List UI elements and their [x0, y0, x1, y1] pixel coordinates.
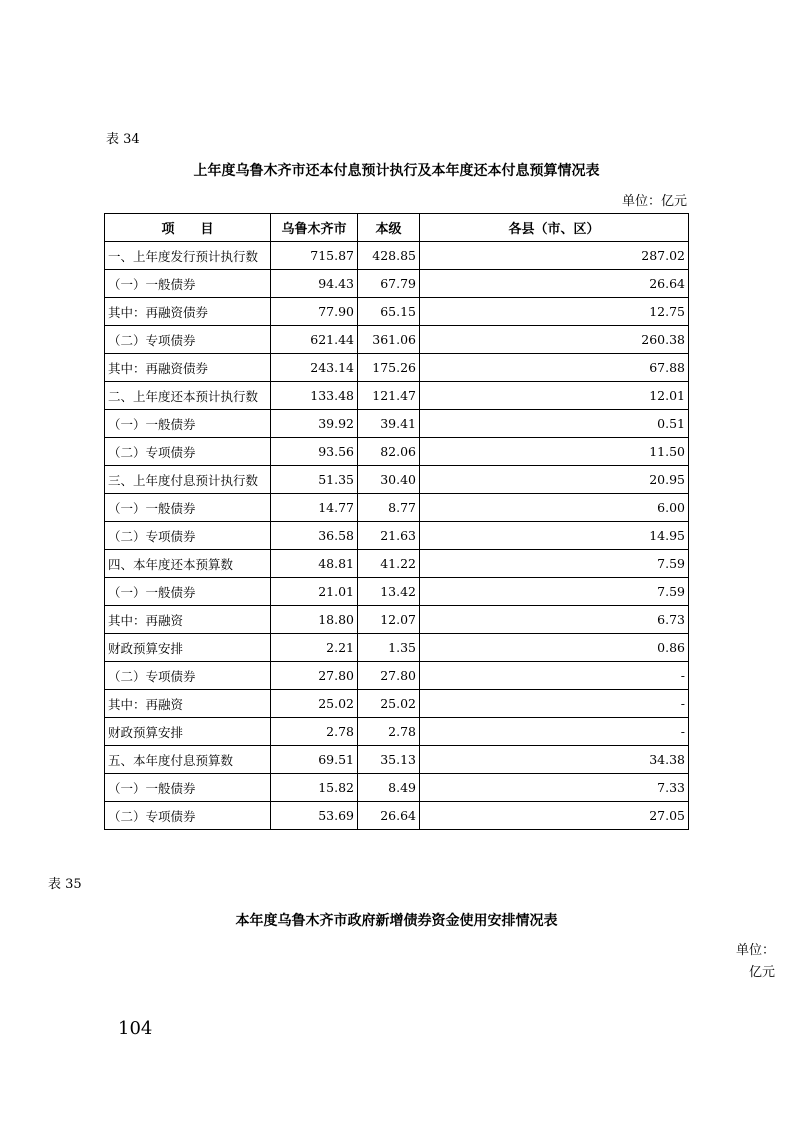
row-city-level-value: 13.42: [358, 578, 420, 606]
row-item-name: （一）一般债券: [105, 578, 271, 606]
row-counties-value: 11.50: [420, 438, 689, 466]
table-34-label: 表 34: [106, 132, 140, 147]
row-city-level-value: 26.64: [358, 802, 420, 830]
table-row: [105, 802, 689, 830]
row-item-name: 其中：再融资: [105, 606, 271, 634]
table-35-unit-line1: 单位：: [735, 943, 775, 958]
row-city-level-value: 1.35: [358, 634, 420, 662]
row-urumqi-value: 15.82: [271, 774, 358, 802]
table-row: [105, 522, 689, 550]
row-counties-value: 27.05: [420, 802, 689, 830]
row-item-name: （二）专项债券: [105, 438, 271, 466]
row-item-name: （二）专项债券: [105, 522, 271, 550]
row-urumqi-value: 133.48: [271, 382, 358, 410]
table-row: [105, 662, 689, 690]
table-row: [105, 718, 689, 746]
row-urumqi-value: 14.77: [271, 494, 358, 522]
row-urumqi-value: 243.14: [271, 354, 358, 382]
row-urumqi-value: 51.35: [271, 466, 358, 494]
row-item-name: 其中：再融资债券: [105, 298, 271, 326]
table-35-title: 本年度乌鲁木齐市政府新增债券资金使用安排情况表: [235, 913, 558, 929]
row-urumqi-value: 21.01: [271, 578, 358, 606]
table-35-unit-line2: 亿元: [748, 965, 775, 980]
table-row: [105, 242, 689, 270]
table-row: [105, 578, 689, 606]
table-row: [105, 466, 689, 494]
row-urumqi-value: 27.80: [271, 662, 358, 690]
row-item-name: （二）专项债券: [105, 802, 271, 830]
debt-service-table: [104, 213, 689, 830]
row-item-name: （一）一般债券: [105, 410, 271, 438]
row-city-level-value: 2.78: [358, 718, 420, 746]
row-city-level-value: 361.06: [358, 326, 420, 354]
row-city-level-value: 121.47: [358, 382, 420, 410]
row-item-name: 一、上年度发行预计执行数: [105, 242, 271, 270]
table-34-unit: 单位：亿元: [621, 194, 687, 209]
header-item: 项 目: [105, 214, 271, 242]
row-counties-value: 7.59: [420, 550, 689, 578]
row-counties-value: 26.64: [420, 270, 689, 298]
row-urumqi-value: 94.43: [271, 270, 358, 298]
page-number: 104: [118, 1018, 153, 1039]
row-city-level-value: 67.79: [358, 270, 420, 298]
row-counties-value: -: [420, 690, 689, 718]
header-counties: 各县（市、区）: [420, 214, 689, 242]
table-row: [105, 382, 689, 410]
row-counties-value: 0.51: [420, 410, 689, 438]
row-urumqi-value: 48.81: [271, 550, 358, 578]
row-urumqi-value: 25.02: [271, 690, 358, 718]
table-row: [105, 298, 689, 326]
row-city-level-value: 12.07: [358, 606, 420, 634]
row-urumqi-value: 77.90: [271, 298, 358, 326]
row-item-name: 二、上年度还本预计执行数: [105, 382, 271, 410]
row-counties-value: 7.33: [420, 774, 689, 802]
row-urumqi-value: 2.78: [271, 718, 358, 746]
row-city-level-value: 65.15: [358, 298, 420, 326]
row-urumqi-value: 36.58: [271, 522, 358, 550]
table-row: [105, 606, 689, 634]
table-34-title: 上年度乌鲁木齐市还本付息预计执行及本年度还本付息预算情况表: [193, 163, 600, 179]
row-item-name: （二）专项债券: [105, 662, 271, 690]
table-35-label: 表 35: [48, 877, 82, 892]
row-counties-value: 67.88: [420, 354, 689, 382]
row-counties-value: 20.95: [420, 466, 689, 494]
row-item-name: 财政预算安排: [105, 718, 271, 746]
row-item-name: 五、本年度付息预算数: [105, 746, 271, 774]
row-item-name: 其中：再融资: [105, 690, 271, 718]
header-city-level: 本级: [358, 214, 420, 242]
row-counties-value: 0.86: [420, 634, 689, 662]
row-city-level-value: 428.85: [358, 242, 420, 270]
row-urumqi-value: 715.87: [271, 242, 358, 270]
row-city-level-value: 82.06: [358, 438, 420, 466]
row-city-level-value: 41.22: [358, 550, 420, 578]
row-urumqi-value: 53.69: [271, 802, 358, 830]
header-urumqi: 乌鲁木齐市: [271, 214, 358, 242]
row-counties-value: 6.73: [420, 606, 689, 634]
row-counties-value: 260.38: [420, 326, 689, 354]
table-row: [105, 438, 689, 466]
row-counties-value: 7.59: [420, 578, 689, 606]
row-counties-value: 12.01: [420, 382, 689, 410]
row-city-level-value: 8.49: [358, 774, 420, 802]
table-row: [105, 774, 689, 802]
row-counties-value: 14.95: [420, 522, 689, 550]
row-urumqi-value: 39.92: [271, 410, 358, 438]
table-row: [105, 690, 689, 718]
row-counties-value: 287.02: [420, 242, 689, 270]
row-counties-value: -: [420, 718, 689, 746]
row-counties-value: -: [420, 662, 689, 690]
row-city-level-value: 175.26: [358, 354, 420, 382]
row-urumqi-value: 2.21: [271, 634, 358, 662]
row-counties-value: 34.38: [420, 746, 689, 774]
row-city-level-value: 39.41: [358, 410, 420, 438]
row-item-name: 三、上年度付息预计执行数: [105, 466, 271, 494]
row-item-name: 其中：再融资债券: [105, 354, 271, 382]
table-row: [105, 326, 689, 354]
table-row: [105, 634, 689, 662]
row-city-level-value: 8.77: [358, 494, 420, 522]
table-row: [105, 354, 689, 382]
row-counties-value: 6.00: [420, 494, 689, 522]
table-header-row: [105, 214, 689, 242]
row-city-level-value: 21.63: [358, 522, 420, 550]
table-row: [105, 550, 689, 578]
row-city-level-value: 27.80: [358, 662, 420, 690]
row-urumqi-value: 621.44: [271, 326, 358, 354]
row-urumqi-value: 69.51: [271, 746, 358, 774]
table-row: [105, 270, 689, 298]
table-row: [105, 494, 689, 522]
row-city-level-value: 30.40: [358, 466, 420, 494]
row-counties-value: 12.75: [420, 298, 689, 326]
row-item-name: 四、本年度还本预算数: [105, 550, 271, 578]
row-city-level-value: 25.02: [358, 690, 420, 718]
row-urumqi-value: 18.80: [271, 606, 358, 634]
table-row: [105, 746, 689, 774]
row-item-name: （二）专项债券: [105, 326, 271, 354]
table-row: [105, 410, 689, 438]
row-urumqi-value: 93.56: [271, 438, 358, 466]
row-item-name: （一）一般债券: [105, 494, 271, 522]
row-city-level-value: 35.13: [358, 746, 420, 774]
row-item-name: （一）一般债券: [105, 774, 271, 802]
table-35-unit: [735, 940, 775, 984]
row-item-name: （一）一般债券: [105, 270, 271, 298]
row-item-name: 财政预算安排: [105, 634, 271, 662]
